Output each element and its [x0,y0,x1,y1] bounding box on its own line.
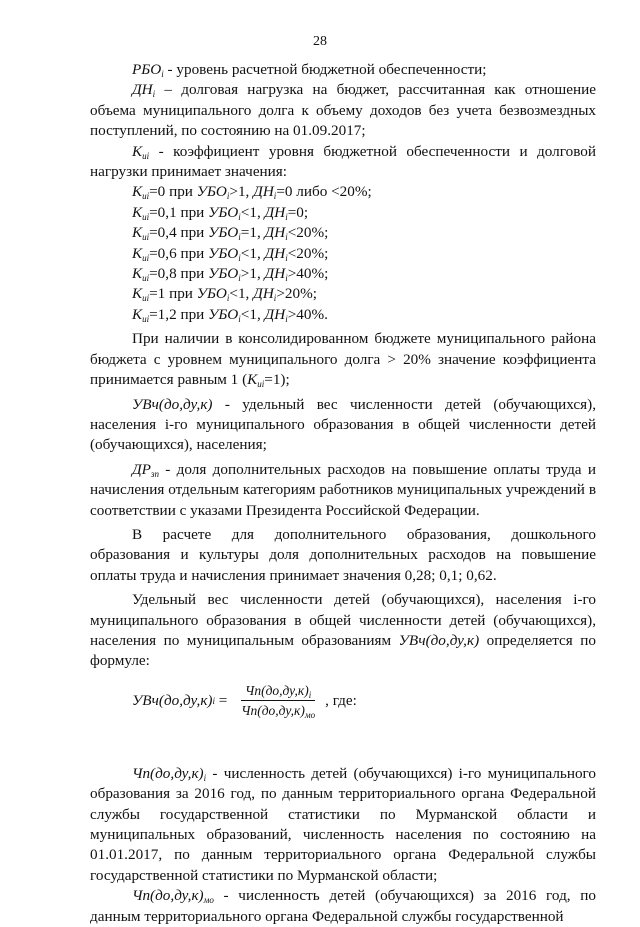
formula-denominator [237,701,319,719]
dn-cond: =0; [287,203,309,221]
uvch-symbol: УВч(до,ду,к) [132,395,213,413]
definition-k [90,142,596,183]
dn-sub: i [285,232,288,243]
k-text: - коэффициент уровня бюджетной обеспеченности и долговой нагрузки принимает значения: [90,142,596,181]
ubo-cond: >1, [240,265,265,283]
dn-cond: >20%; [276,285,317,303]
definition-dn [90,80,596,141]
ubo-sub: i [238,313,241,324]
rbo-symbol: РБО [132,61,162,78]
ubo-sym: УБО [196,285,227,303]
k-sub: иi [142,313,150,324]
dr-subscript: зп [150,468,159,479]
share-text-b: определяется по формуле: [90,631,596,670]
k-val: =0 при [149,183,197,201]
additional-education-paragraph: В расчете для дополнительного образования, дошкольного образования и культуры доля дополнительных расходов на повышение оплаты труда и начисления принимает значения 0,28; 0,1; 0,62. [90,525,596,584]
k-value-line [90,264,596,284]
rbo-text: - уровень расчетной бюджетной обеспеченности; [163,61,487,78]
uvch-text: - удельный вес численности детей (обучающихся), населения i-го муниципального образования в общей численности детей (обучающихся), населения; [90,395,596,454]
formula-equals: = [215,691,232,709]
k-sym: К [132,183,143,201]
consolidated-k-subscript: иi [257,379,265,390]
k-sub: иi [142,293,150,304]
ubo-sym: УБО [196,183,227,201]
denominator-symbol: Чп(до,ду,к) [241,703,305,719]
k-value-line [90,305,596,325]
ubo-cond: =1, [240,224,265,242]
k-value-line [90,203,596,223]
formula-numerator [241,682,315,701]
dn-sym: ДН [253,285,274,303]
dn-sub: i [273,191,277,202]
k-sym: К [132,203,143,221]
dn-symbol: ДН [132,81,153,99]
k-val: =0,8 при [149,265,209,283]
page-number: 28 [313,34,327,49]
ubo-sym: УБО [208,203,239,221]
ubo-sub: i [226,191,230,202]
numerator-subscript: i [308,690,312,701]
dn-sub: i [285,211,288,222]
chp-mo-subscript: мо [203,895,214,906]
ubo-sub: i [238,252,241,263]
k-val: =1,2 при [149,305,209,323]
dn-sym: ДН [264,265,286,283]
ubo-sym: УБО [208,224,239,242]
ubo-cond: >1, [229,183,254,201]
k-val: =1 при [149,285,197,303]
dn-sym: ДН [253,183,274,201]
consolidated-k-symbol: К [247,371,258,389]
k-val: =0,6 при [149,244,209,262]
definition-uvch [90,395,596,456]
dn-sym: ДН [264,203,286,221]
k-sub: иi [142,273,150,284]
k-sym: К [132,285,143,303]
dn-cond: >40%. [287,305,328,323]
chp-i-text: - численность детей (обучающихся) i-го муниципального образования за 2016 год, по данным территориального органа Федеральной службы государственной статистики по Мурманской области и муниципальных образований, численность населения по состоянию на 01.01.2017, по данным территориального органа Федеральной службы государственной статистики по Мурманской области; [90,764,596,884]
definition-chp-mo [90,886,596,927]
ubo-sub: i [238,232,241,243]
share-symbol: УВч(до,ду,к) [398,631,480,649]
dn-sub: i [285,252,288,263]
k-sub: иi [142,191,150,202]
k-symbol: К [132,142,143,160]
ubo-sub: i [238,211,241,222]
ubo-cond: <1, [240,244,265,262]
chp-mo-text: - численность детей (обучающихся) за 2016 год, по данным территориального органа Федеральной службы государственной [90,887,596,925]
share-formula-intro [90,590,596,672]
dn-cond: <20%; [287,244,329,262]
formula-tail: , где: [325,691,357,709]
definition-rbo [90,60,596,80]
k-val: =0,4 при [149,224,209,242]
share-text-a: Удельный вес численности детей (обучающихся), населения i-го муниципального образования в общей численности детей (обучающихся), населения по муниципальным образованиям [90,591,596,649]
k-sub: иi [142,211,150,222]
k-sym: К [132,224,143,242]
dn-sub: i [285,313,288,324]
dn-cond: >40%; [287,265,329,283]
dn-sub: i [273,293,277,304]
ubo-sub: i [238,273,241,284]
k-value-line [90,182,596,202]
dn-text: – долговая нагрузка на бюджет, рассчитанная как отношение объема муниципального долга к объему доходов без учета безвозмездных поступлений, по состоянию на 01.09.2017; [90,81,596,140]
consolidated-text-a: При наличии в консолидированном бюджете муниципального района бюджета с уровнем муниципального долга > 20% значение коэффициента принимается равным 1 ( [90,330,596,389]
k-sub: иi [142,232,150,243]
denominator-subscript: мо [304,710,316,721]
ubo-sym: УБО [208,244,239,262]
chp-i-subscript: i [203,772,207,783]
chp-mo-symbol: Чп(до,ду,к) [132,887,204,905]
ubo-cond: <1, [229,285,254,303]
dn-sym: ДН [264,224,286,242]
consolidated-text-b: =1); [264,371,290,389]
chp-i-symbol: Чп(до,ду,к) [132,764,204,782]
k-value-line [90,223,596,243]
dn-cond: <20%; [287,224,329,242]
formula-lhs: УВч(до,ду,к) [132,691,213,709]
k-sym: К [132,265,143,283]
k-sym: К [132,305,143,323]
formula: УВч(до,ду,к) i = $\frac{Чп(до,ду,к)_i}{Чп(до,ду,к)_{мо}}$ , где: [132,683,357,721]
dn-sub: i [285,273,288,284]
ubo-sub: i [226,293,230,304]
document-body [90,60,596,927]
dn-sym: ДН [264,244,286,262]
k-value-line [90,284,596,304]
k-val: =0,1 при [149,203,209,221]
ubo-sym: УБО [208,305,239,323]
rbo-subscript: i [161,69,164,79]
k-values-list [90,182,596,325]
dn-sym: ДН [264,305,286,323]
numerator-symbol: Чп(до,ду,к) [245,683,309,699]
definition-dr [90,460,596,521]
k-value-line [90,244,596,264]
k-sym: К [132,244,143,262]
consolidated-budget-paragraph [90,329,596,390]
ubo-cond: <1, [240,305,265,323]
dn-cond: =0 либо <20%; [276,183,372,201]
dn-subscript: i [152,89,156,100]
ubo-cond: <1, [240,203,265,221]
k-sub: иi [142,252,150,263]
k-subscript: иi [142,150,150,161]
formula-fraction [237,682,319,719]
definition-chp-i [90,764,596,886]
dr-symbol: ДР [132,460,151,478]
ubo-sym: УБО [208,265,239,283]
dr-text: - доля дополнительных расходов на повышение оплаты труда и начисления отдельным категориям работников муниципальных учреждений в соответствии с указами Президента Российской Федерации. [90,460,596,519]
